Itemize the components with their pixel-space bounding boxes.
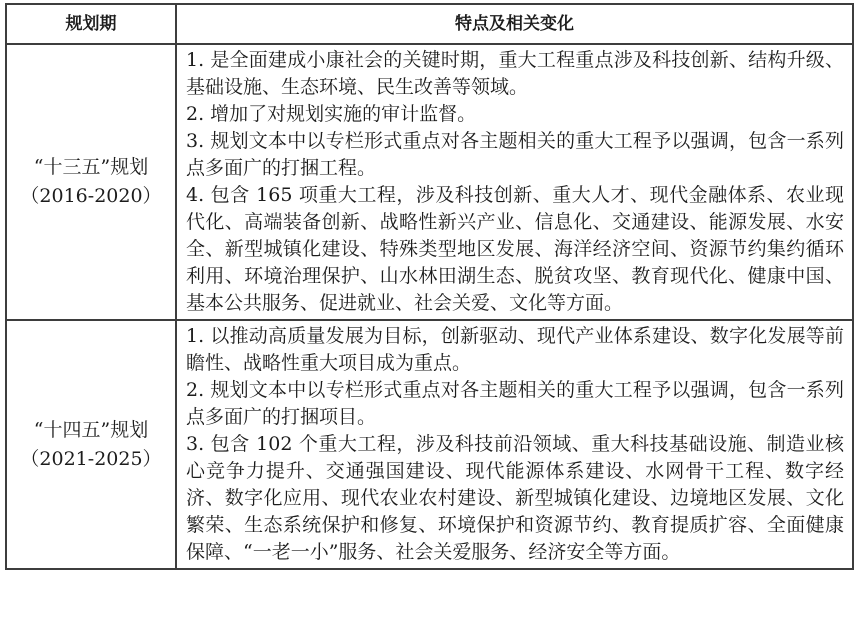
period-name: “十四五”规划: [33, 418, 149, 441]
features-cell-14th: [176, 320, 853, 569]
period-name: “十三五”规划: [33, 156, 149, 178]
column-header-period: 规划期: [6, 4, 176, 44]
header-row: [6, 4, 853, 44]
planning-periods-table: [5, 3, 854, 570]
feature-item-1: 1. 以推动高质量发展为目标，创新驱动、现代产业体系建设、数字化发展等前瞻性、战略性重大项目成为重点。: [186, 325, 844, 374]
feature-item-2: 2. 增加了对规划实施的审计监督。: [186, 103, 477, 125]
feature-item-1: 1. 是全面建成小康社会的关键时期，重大工程重点涉及科技创新、结构升级、基础设施、生态环境、民生改善等领域。: [186, 49, 844, 98]
features-cell-13th: [176, 44, 853, 320]
period-years: （2016-2020）: [20, 185, 162, 207]
feature-item-2: 2. 规划文本中以专栏形式重点对各主题相关的重大工程予以强调，包含一系列点多面广的打捆项目。: [186, 379, 844, 428]
feature-item-3: 3. 规划文本中以专栏形式重点对各主题相关的重大工程予以强调，包含一系列点多面广的打捆工程。: [186, 130, 844, 179]
period-cell-13th: [6, 44, 176, 320]
feature-item-3: 3. 包含 102 个重大工程，涉及科技前沿领域、重大科技基础设施、制造业核心竞争力提升、交通强国建设、现代能源体系建设、水网骨干工程、数字经济、数字化应用、现代农业农村建设、新型城镇化建设、边境地区发展、文化繁荣、生态系统保护和修复、环境保护和资源节约、教育提质扩容、全面健康保障、“一老一小”服务、社会关爱服务、经济安全等方面。: [186, 433, 844, 563]
table-row-13th-plan: [6, 44, 853, 320]
period-years: （2021-2025）: [20, 447, 162, 470]
column-header-features: 特点及相关变化: [176, 4, 853, 44]
period-cell-14th: [6, 320, 176, 569]
feature-item-4: 4. 包含 165 项重大工程，涉及科技创新、重大人才、现代金融体系、农业现代化、高端装备创新、战略性新兴产业、信息化、交通建设、能源发展、水安全、新型城镇化建设、特殊类型地区发展、海洋经济空间、资源节约集约循环利用、环境治理保护、山水林田湖生态、脱贫攻坚、教育现代化、健康中国、基本公共服务、促进就业、社会关爱、文化等方面。: [186, 184, 844, 314]
table-row-14th-plan: [6, 320, 853, 569]
